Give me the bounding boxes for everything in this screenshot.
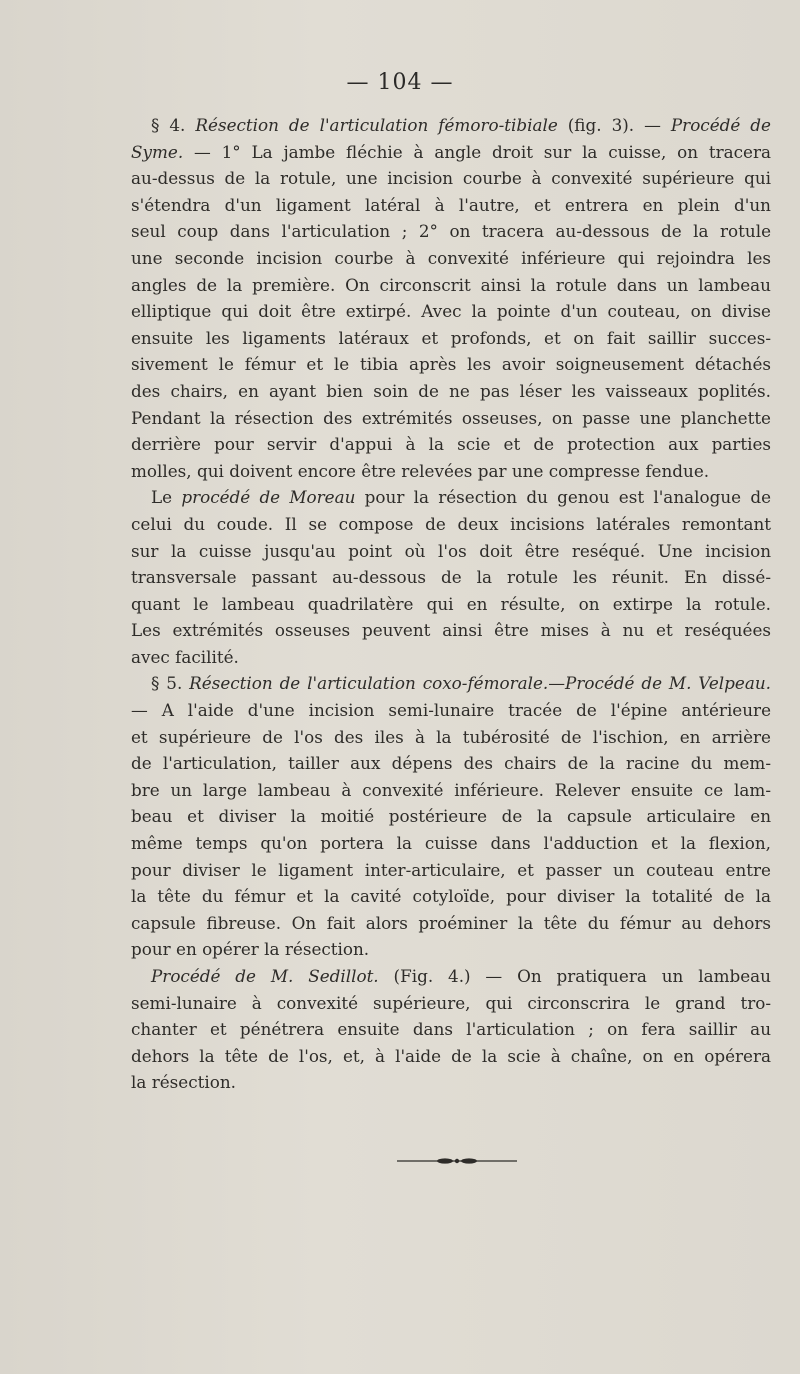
text-line: avec facilité. [131, 646, 239, 667]
text-line: au-dessus de la rotule, une incision courbe à convexité supérieure qui [131, 168, 771, 189]
text-line [131, 139, 771, 166]
text-line: seul coup dans l'articulation ; 2° on tracera au-dessous de la rotule [131, 221, 771, 242]
moreau-text: pour la résection du genou est l'analogue de [355, 487, 771, 508]
sedillot-first-line [131, 963, 771, 990]
text-line: — A l'aide d'une incision semi-lunaire tracée de l'épine antérieure [131, 700, 771, 721]
section-5-prefix: § 5. [151, 673, 190, 694]
sedillot-procedure: Procédé de M. Sedillot. [151, 966, 379, 986]
text-line: des chairs, en ayant bien soin de ne pas léser les vaisseaux poplités. [131, 380, 771, 401]
text-line: et supérieure de l'os des iles à la tubérosité de l'ischion, en arrière [131, 726, 771, 747]
moreau-procedure: procédé de Moreau [181, 487, 356, 508]
section-5-procedure: Procédé de M. Velpeau. [565, 673, 771, 694]
section-4-heading [131, 112, 771, 139]
text-line: celui du coude. Il se compose de deux incisions latérales remontant [131, 513, 771, 534]
text-line: sur la cuisse jusqu'au point où l'os doit être reséqué. Une incision [131, 540, 771, 561]
syme-text: — 1° La jambe fléchie à angle droit sur la cuisse, on tracera [183, 141, 771, 162]
syme-name: Syme. [131, 141, 184, 162]
section-end-ornament [397, 1157, 517, 1165]
body-text [131, 112, 771, 1096]
text-line: ensuite les ligaments latéraux et profonds, et on fait saillir succes- [131, 327, 771, 348]
text-line: quant le lambeau quadrilatère qui en résulte, on extirpe la rotule. [131, 593, 771, 614]
section-5-title: Résection de l'articulation coxo-fémorale. [189, 673, 549, 694]
section-4-fig-ref: (fig. 3). — [557, 115, 671, 135]
moreau-intro: Le [151, 487, 182, 508]
text-line: s'étendra d'un ligament latéral à l'autre, et entrera en plein d'un [131, 194, 771, 215]
text-line: pour diviser le ligament inter-articulaire, et passer un couteau entre [131, 859, 771, 880]
text-line: chanter et pénétrera ensuite dans l'articulation ; on fera saillir au [131, 1019, 771, 1040]
text-line: elliptique qui doit être extirpé. Avec la pointe d'un couteau, on divise [131, 301, 771, 322]
text-line: la tête du fémur et la cavité cotyloïde, pour diviser la totalité de la [131, 886, 771, 907]
text-line: dehors la tête de l'os, et, à l'aide de la scie à chaîne, on en opérera [131, 1045, 771, 1066]
moreau-first-line [131, 484, 771, 511]
text-line: sivement le fémur et le tibia après les avoir soigneusement détachés [131, 354, 771, 375]
section-5-heading [131, 670, 771, 697]
sedillot-text: (Fig. 4.) — On pratiquera un lambeau [378, 966, 771, 986]
text-line: pour en opérer la résection. [131, 939, 370, 960]
text-line: capsule fibreuse. On fait alors proéminer la tête du fémur au dehors [131, 912, 771, 933]
text-line: molles, qui doivent encore être relevées par une compresse fendue. [131, 460, 710, 481]
page-number: — 104 — [346, 70, 454, 95]
text-line: bre un large lambeau à convexité inférieure. Relever ensuite ce lam- [131, 779, 771, 800]
text-line: transversale passant au-dessous de la rotule les réunit. En dissé- [131, 567, 771, 588]
section-4-prefix: § 4. [151, 115, 196, 135]
text-line: derrière pour servir d'appui à la scie et de protection aux parties [131, 434, 771, 455]
text-line: angles de la première. On circonscrit ainsi la rotule dans un lambeau [131, 274, 771, 295]
text-line: Pendant la résection des extrémités osseuses, on passe une planchette [131, 407, 771, 428]
text-line: la résection. [131, 1072, 236, 1093]
section-4-title: Résection de l'articulation fémoro-tibiale [195, 115, 558, 135]
section-4-procedure: Procédé de [670, 115, 771, 135]
text-line: de l'articulation, tailler aux dépens des chairs de la racine du mem- [131, 753, 771, 774]
text-line: Les extrémités osseuses peuvent ainsi être mises à nu et reséquées [131, 620, 771, 641]
text-line: semi-lunaire à convexité supérieure, qui circonscrira le grand tro- [131, 992, 771, 1013]
text-line: même temps qu'on portera la cuisse dans l'adduction et la flexion, [131, 833, 771, 854]
text-line: une seconde incision courbe à convexité inférieure qui rejoindra les [131, 247, 771, 268]
text-line: beau et diviser la moitié postérieure de la capsule articulaire en [131, 806, 771, 827]
section-5-dash: — [548, 673, 566, 694]
